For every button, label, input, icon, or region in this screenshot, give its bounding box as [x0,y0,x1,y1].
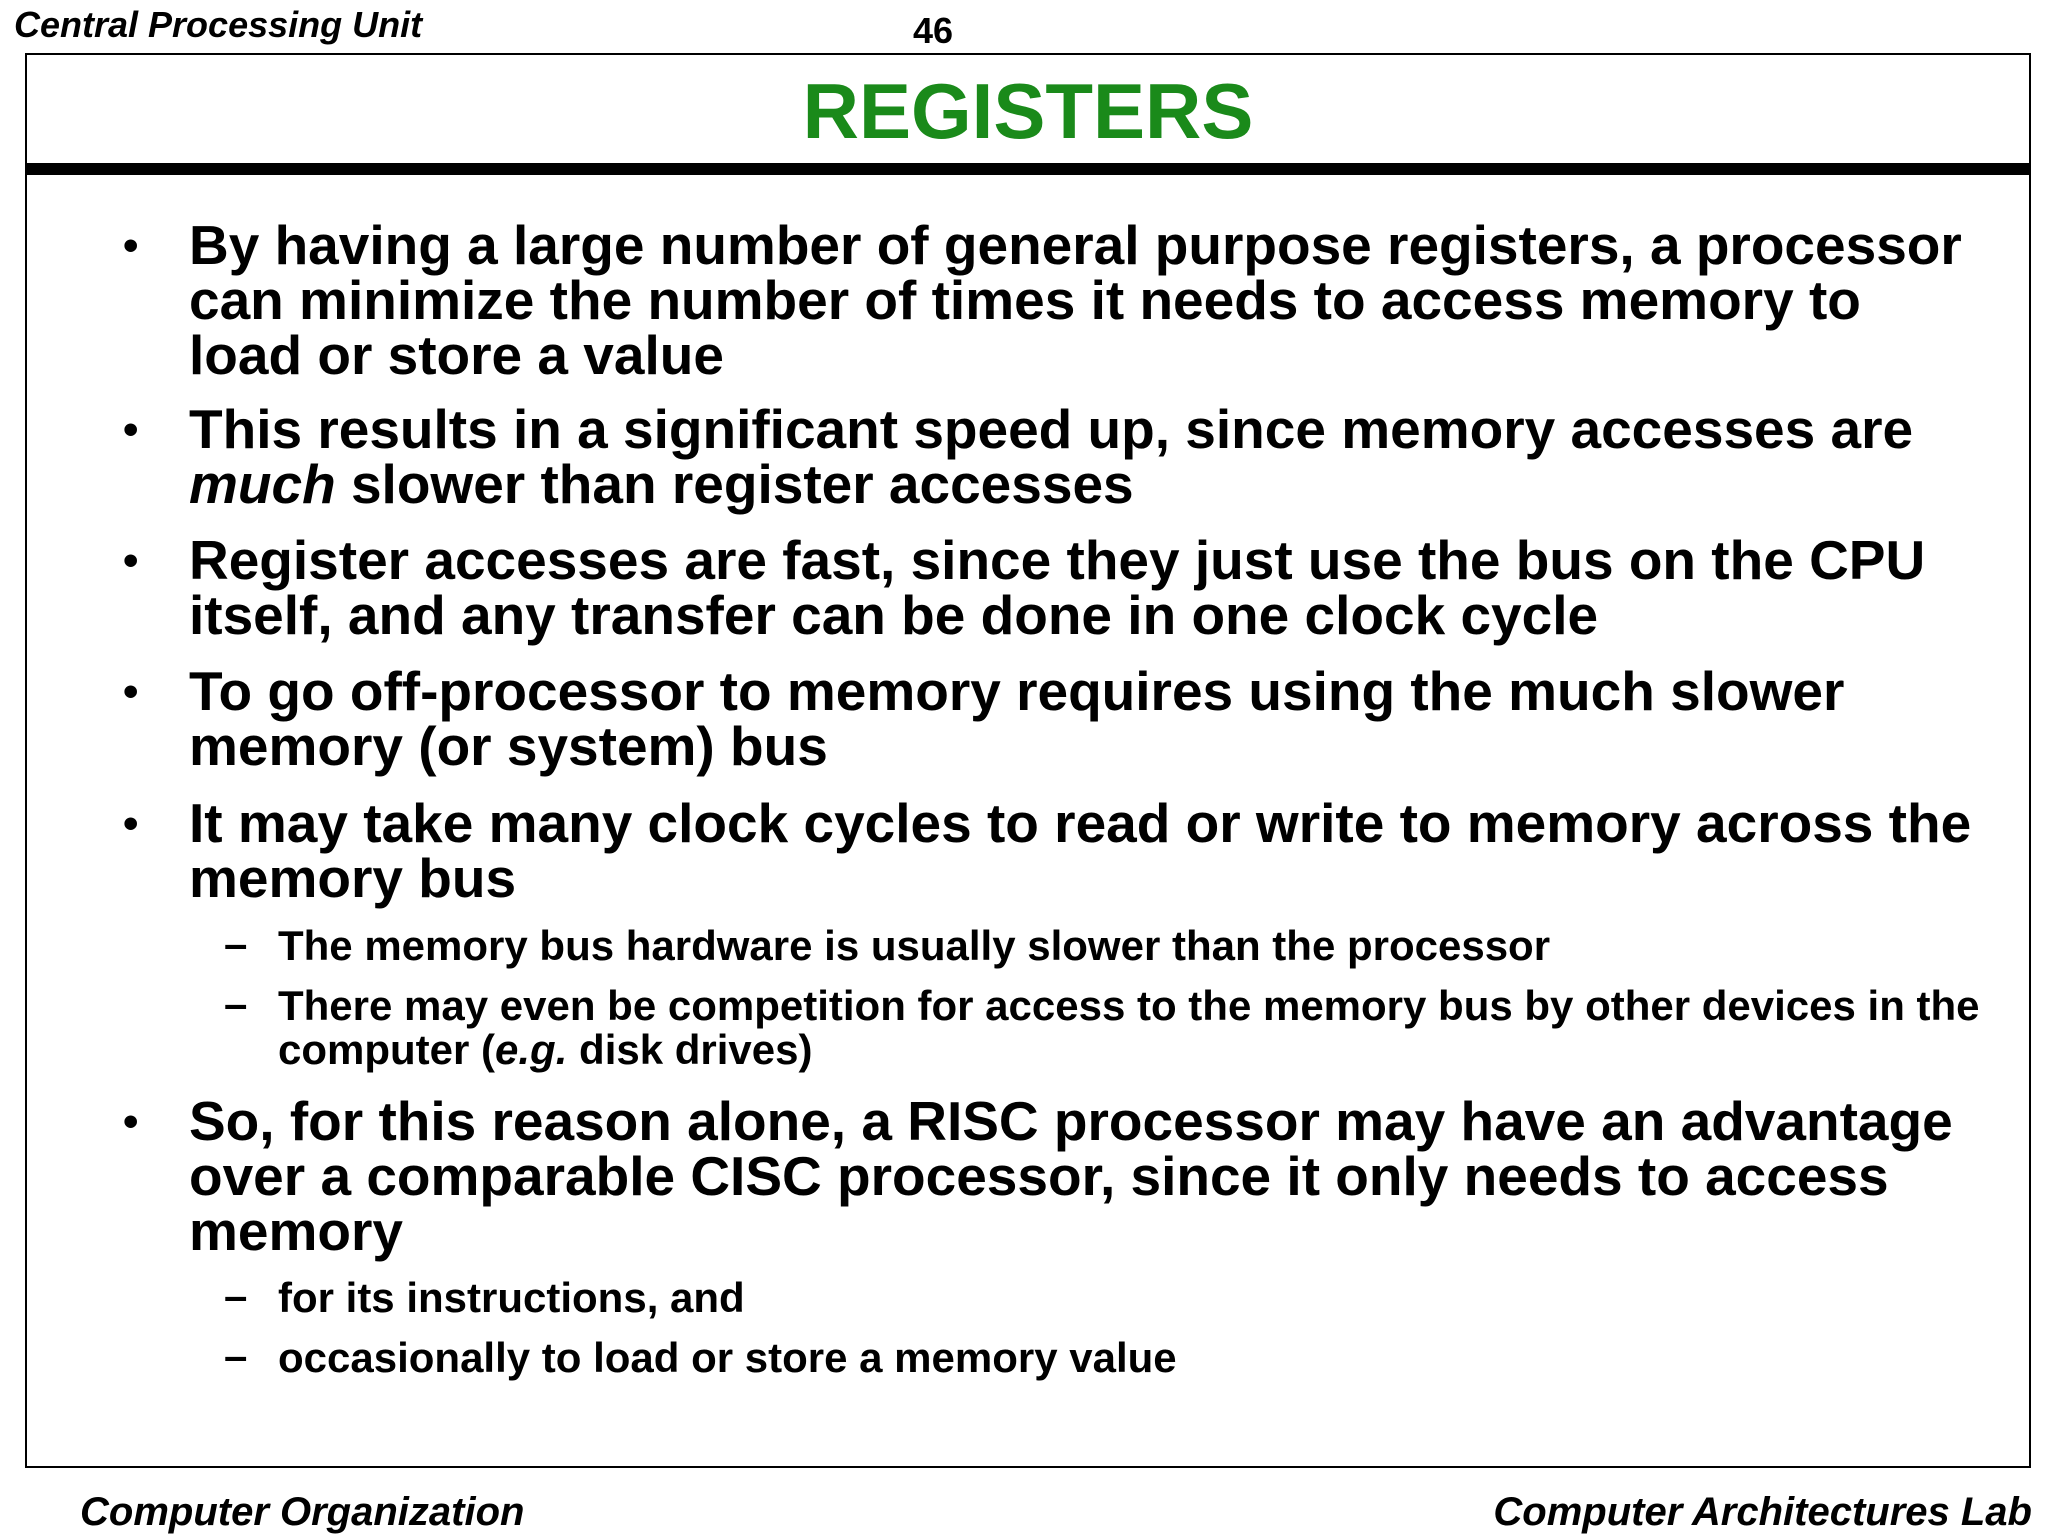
bullet-marker: • [123,405,139,454]
sub-bullet-item [224,980,2018,1073]
bullet-marker: • [123,799,139,848]
bullet-item [123,529,1989,646]
title-divider [25,163,2031,175]
bullet-marker: • [123,667,139,716]
sub-bullet-item [224,1332,2018,1381]
sub-bullet-text-after: disk drives) [567,1026,813,1073]
bullet-marker: • [123,1097,139,1146]
bullet-text: Register accesses are fast, since they just use the bus on the CPU itself, and any transfer can be done in one clock cycle [189,529,1926,646]
bullet-marker: • [123,536,139,585]
slide-title: REGISTERS [802,67,1254,155]
sub-bullet-marker: – [224,980,248,1027]
sub-bullet-text-before: There may even be competition for access to the memory bus by other devices in the computer ( [278,982,1980,1073]
header-section-title: Central Processing Unit [14,4,423,45]
bullet-item [123,792,1989,909]
bullet-item [123,398,1989,515]
bullet-text-before: This results in a significant speed up, since memory accesses are [189,398,1914,460]
page-number: 46 [913,10,954,51]
bullet-item [123,1090,1989,1262]
sub-bullet-marker: – [224,920,248,967]
bullet-text: So, for this reason alone, a RISC processor may have an advantage over a comparable CISC processor, since it only needs to access memory [189,1090,1953,1262]
sub-bullet-marker: – [224,1332,248,1379]
sub-bullet-marker: – [224,1272,248,1319]
footer-course: Computer Organization [80,1490,525,1534]
bullet-text: By having a large number of general purpose registers, a processor can minimize the number of times it needs to access memory to load or store a value [189,214,1962,386]
bullet-marker: • [123,221,139,270]
bullet-text: It may take many clock cycles to read or write to memory across the memory bus [189,792,1972,909]
bullet-text-emphasis: much [189,453,336,515]
footer-lab: Computer Architectures Lab [1493,1490,2032,1534]
sub-bullet-text: The memory bus hardware is usually slower than the processor [278,922,1551,969]
bullet-item [123,214,1989,386]
bullet-text: To go off-processor to memory requires using the much slower memory (or system) bus [189,660,1845,777]
bullet-item [123,660,1989,777]
sub-bullet-item [224,920,2018,969]
bullet-text-after: slower than register accesses [335,453,1134,515]
sub-bullet-text-emphasis: e.g. [495,1026,568,1073]
sub-bullet-text: occasionally to load or store a memory value [278,1334,1177,1381]
sub-bullet-item [224,1272,2018,1321]
sub-bullet-text: for its instructions, and [278,1274,745,1321]
